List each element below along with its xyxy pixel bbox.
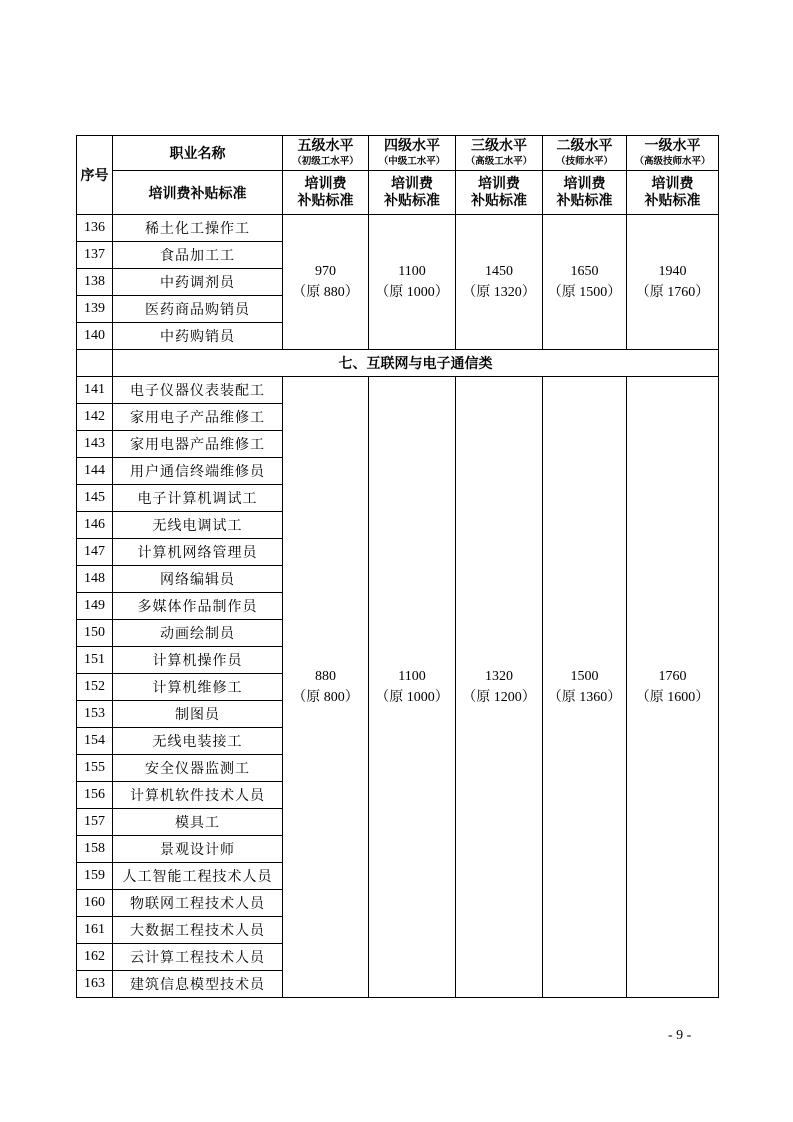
standard-cell	[456, 171, 543, 215]
level-name: 四级水平	[384, 138, 440, 154]
subsidy-value: 1940	[658, 264, 687, 279]
subsidy-original: （原 1000）	[375, 690, 449, 705]
occupation-name: 稀土化工操作工	[113, 215, 283, 242]
category-spacer	[77, 350, 113, 377]
subsidy-original: （原 1760）	[635, 285, 710, 300]
subsidy-value: 1100	[398, 264, 426, 279]
occupation-name: 计算机维修工	[113, 674, 283, 701]
occupation-name: 食品加工工	[113, 242, 283, 269]
occupation-name: 云计算工程技术人员	[113, 944, 283, 971]
subsidy-amount-cell	[456, 215, 543, 350]
occupation-name: 计算机操作员	[113, 647, 283, 674]
occupation-name: 无线电调试工	[113, 512, 283, 539]
row-number: 142	[77, 404, 113, 431]
standard-cell	[543, 171, 627, 215]
occupation-name: 物联网工程技术人员	[113, 890, 283, 917]
subsidy-amount-cell	[543, 377, 627, 998]
row-number: 156	[77, 782, 113, 809]
occupation-name: 电子计算机调试工	[113, 485, 283, 512]
row-number: 147	[77, 539, 113, 566]
subsidy-original: （原 800）	[292, 690, 359, 705]
subsidy-value: 1100	[398, 669, 426, 684]
occupation-name: 中药购销员	[113, 323, 283, 350]
level-1-header	[627, 136, 719, 171]
occupation-name: 用户通信终端维修员	[113, 458, 283, 485]
row-number: 146	[77, 512, 113, 539]
standard-cell	[627, 171, 719, 215]
occupation-name: 计算机网络管理员	[113, 539, 283, 566]
standard-line1: 培训费	[391, 175, 433, 192]
row-number: 148	[77, 566, 113, 593]
level-5-header	[283, 136, 369, 171]
subsidy-value: 1650	[570, 264, 599, 279]
row-number: 155	[77, 755, 113, 782]
occupation-name: 人工智能工程技术人员	[113, 863, 283, 890]
row-number: 140	[77, 323, 113, 350]
occupation-name: 动画绘制员	[113, 620, 283, 647]
header-row-standard	[77, 171, 719, 215]
level-3-header	[456, 136, 543, 171]
row-number: 141	[77, 377, 113, 404]
standard-cell	[369, 171, 456, 215]
occupation-name: 制图员	[113, 701, 283, 728]
row-number: 139	[77, 296, 113, 323]
occupation-name: 网络编辑员	[113, 566, 283, 593]
subsidy-original: （原 1500）	[547, 285, 622, 300]
level-name: 五级水平	[297, 138, 354, 154]
seq-header: 序号	[77, 136, 113, 215]
subsidy-original: （原 1320）	[462, 285, 536, 300]
row-number: 138	[77, 269, 113, 296]
subsidy-amount-cell	[627, 215, 719, 350]
occupation-name: 多媒体作品制作员	[113, 593, 283, 620]
row-number: 162	[77, 944, 113, 971]
row-number: 137	[77, 242, 113, 269]
standard-line2: 补贴标准	[297, 192, 354, 209]
row-number: 160	[77, 890, 113, 917]
occupation-name: 安全仪器监测工	[113, 755, 283, 782]
level-sub: （技师水平）	[555, 156, 613, 167]
subsidy-amount-cell	[369, 215, 456, 350]
occupation-name: 无线电装接工	[113, 728, 283, 755]
level-name: 一级水平	[644, 138, 701, 154]
table-row	[77, 377, 719, 404]
occupation-name: 景观设计师	[113, 836, 283, 863]
standard-line2: 补贴标准	[384, 192, 440, 209]
subsidy-amount-cell	[456, 377, 543, 998]
row-number: 152	[77, 674, 113, 701]
row-number: 157	[77, 809, 113, 836]
page-number: - 9 -	[668, 1028, 692, 1043]
row-number: 143	[77, 431, 113, 458]
subsidy-table	[76, 135, 719, 998]
subsidy-original: （原 880）	[292, 285, 359, 300]
level-name: 三级水平	[471, 138, 527, 154]
level-sub: （高级工水平）	[465, 156, 533, 167]
row-number: 144	[77, 458, 113, 485]
level-sub: （高级技师水平）	[634, 156, 711, 167]
subsidy-amount-cell	[283, 215, 369, 350]
occupation-name: 建筑信息模型技术员	[113, 971, 283, 998]
category-row	[77, 350, 719, 377]
row-number: 150	[77, 620, 113, 647]
subsidy-amount-cell	[543, 215, 627, 350]
standard-line1: 培训费	[478, 175, 520, 192]
row-number: 159	[77, 863, 113, 890]
row-number: 151	[77, 647, 113, 674]
standard-line1: 培训费	[304, 175, 347, 192]
level-4-header	[369, 136, 456, 171]
row-number: 136	[77, 215, 113, 242]
standard-line1: 培训费	[563, 175, 606, 192]
subsidy-original: （原 1360）	[547, 690, 622, 705]
row-number: 161	[77, 917, 113, 944]
level-sub: （中级工水平）	[378, 156, 446, 167]
level-name: 二级水平	[556, 138, 613, 154]
subsidy-value: 880	[315, 669, 336, 684]
row-number: 163	[77, 971, 113, 998]
level-2-header	[543, 136, 627, 171]
subsidy-value: 1500	[570, 669, 599, 684]
occupation-name: 家用电子产品维修工	[113, 404, 283, 431]
standard-line2: 补贴标准	[644, 192, 701, 209]
subsidy-original: （原 1200）	[462, 690, 536, 705]
row-number: 154	[77, 728, 113, 755]
standard-line2: 补贴标准	[471, 192, 527, 209]
level-sub: （初级工水平）	[292, 156, 359, 167]
subsidy-amount-cell	[283, 377, 369, 998]
subsidy-value: 1760	[658, 669, 687, 684]
subsidy-value: 970	[315, 264, 336, 279]
occupation-header: 职业名称	[113, 136, 283, 171]
row-number: 149	[77, 593, 113, 620]
subsidy-original: （原 1600）	[635, 690, 710, 705]
header-row-levels	[77, 136, 719, 171]
subsidy-original: （原 1000）	[375, 285, 449, 300]
standard-line2: 补贴标准	[556, 192, 613, 209]
standard-cell	[283, 171, 369, 215]
occupation-name: 计算机软件技术人员	[113, 782, 283, 809]
occupation-name: 中药调剂员	[113, 269, 283, 296]
occupation-name: 电子仪器仪表装配工	[113, 377, 283, 404]
subsidy-value: 1320	[485, 669, 513, 684]
row-number: 158	[77, 836, 113, 863]
table-row	[77, 215, 719, 242]
subsidy-amount-cell	[627, 377, 719, 998]
occupation-name: 模具工	[113, 809, 283, 836]
row-number: 153	[77, 701, 113, 728]
occupation-name: 医药商品购销员	[113, 296, 283, 323]
standard-header: 培训费补贴标准	[113, 171, 283, 215]
standard-line1: 培训费	[651, 175, 694, 192]
row-number: 145	[77, 485, 113, 512]
occupation-name: 家用电器产品维修工	[113, 431, 283, 458]
occupation-name: 大数据工程技术人员	[113, 917, 283, 944]
category-title: 七、互联网与电子通信类	[113, 350, 719, 377]
subsidy-value: 1450	[485, 264, 513, 279]
subsidy-amount-cell	[369, 377, 456, 998]
